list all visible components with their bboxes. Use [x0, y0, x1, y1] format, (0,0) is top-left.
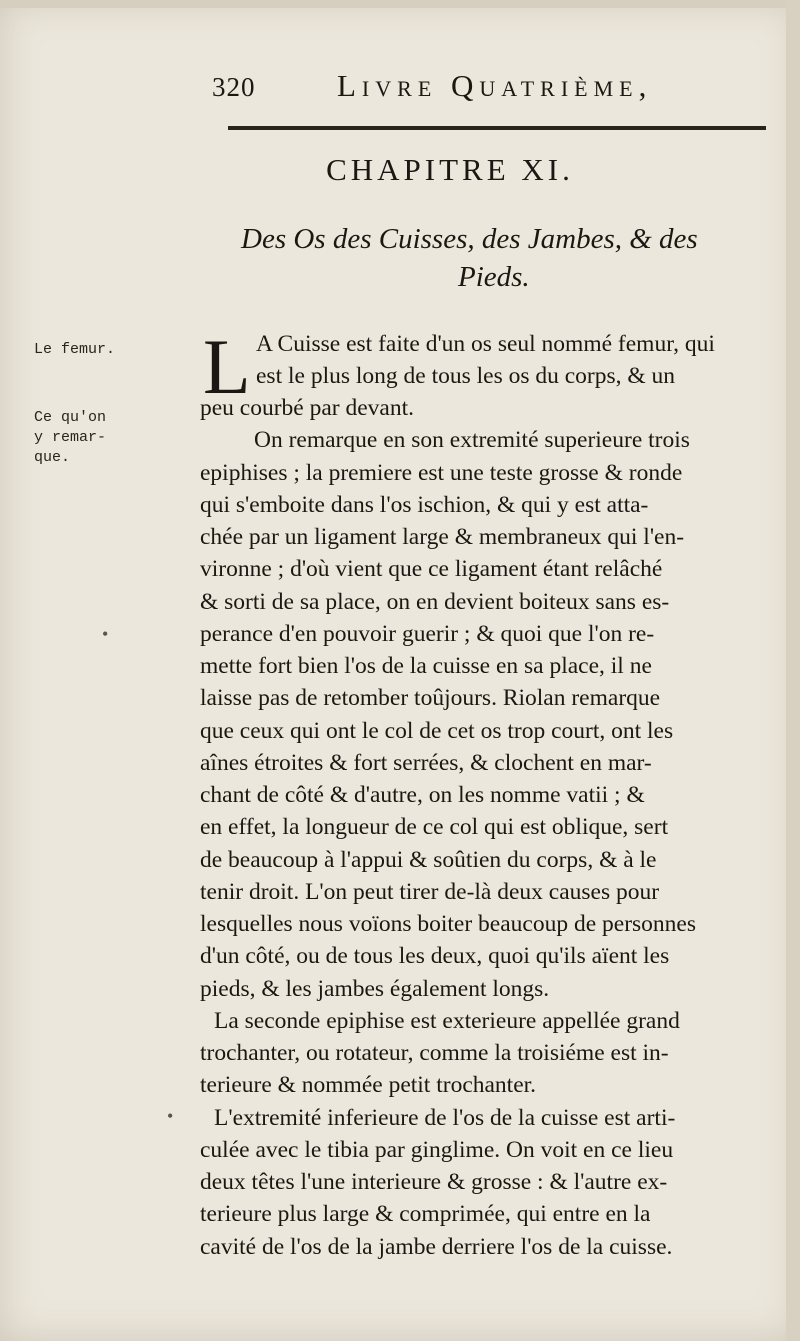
text-line: vironne ; d'où vient que ce ligament étant relâché — [200, 556, 663, 582]
margin-note-femur: Le femur. — [34, 341, 116, 358]
text-line: chant de côté & d'autre, on les nomme vatii ; & — [200, 782, 645, 808]
text-line: que ceux qui ont le col de cet os trop court, ont les — [200, 718, 674, 744]
chapter-heading: CHAPITRE XI. — [326, 152, 574, 187]
text-line: epiphises ; la premiere est une teste grosse & ronde — [200, 460, 683, 486]
text-line: lesquelles nous voïons boiter beaucoup de personnes — [200, 911, 697, 937]
text-line: A Cuisse est faite d'un os seul nommé femur, qui — [256, 331, 715, 357]
header-rule — [228, 126, 766, 130]
text-line: peu courbé par devant. — [200, 395, 415, 421]
text-line: pieds, & les jambes également longs. — [200, 976, 550, 1002]
text-line: & sorti de sa place, on en devient boiteux sans es- — [200, 589, 670, 615]
page-top-edge — [0, 0, 800, 8]
margin-note-remark-2: y remar- — [34, 429, 107, 446]
margin-note-remark-1: Ce qu'on — [34, 409, 107, 426]
text-line: de beaucoup à l'appui & soûtien du corps, & à le — [200, 847, 657, 873]
text-line: terieure & nommée petit trochanter. — [200, 1072, 537, 1098]
text-line: trochanter, ou rotateur, comme la troisiéme est in- — [200, 1040, 669, 1066]
text-line: d'un côté, ou de tous les deux, quoi qu'ils aïent les — [200, 943, 670, 969]
text-line: aînes étroites & fort serrées, & clochent en mar- — [200, 750, 652, 776]
margin-dot: • — [102, 624, 109, 644]
text-line: laisse pas de retomber toûjours. Riolan remarque — [200, 685, 661, 711]
text-line: tenir droit. L'on peut tirer de-là deux causes pour — [200, 879, 660, 905]
chapter-title — [196, 220, 800, 296]
text-line: terieure plus large & comprimée, qui entre en la — [200, 1201, 651, 1227]
text-line: La seconde epiphise est exterieure appellée grand — [214, 1008, 680, 1034]
page-right-edge — [786, 0, 800, 1341]
text-line: cavité de l'os de la jambe derriere l'os de la cuisse. — [200, 1234, 673, 1260]
text-line: perance d'en pouvoir guerir ; & quoi que l'on re- — [200, 621, 655, 647]
running-title: Livre Quatrième, — [337, 68, 653, 103]
chapter-title-line-2: Pieds. — [458, 261, 530, 293]
text-line: On remarque en son extremité superieure trois — [254, 427, 690, 453]
text-line: chée par un ligament large & membraneux qui l'en- — [200, 524, 685, 550]
chapter-title-line-1: Des Os des Cuisses, des Jambes, & des — [241, 223, 698, 255]
drop-cap: L — [203, 323, 251, 410]
text-line: mette fort bien l'os de la cuisse en sa place, il ne — [200, 653, 652, 679]
text-line: deux têtes l'une interieure & grosse : & l'autre ex- — [200, 1169, 668, 1195]
text-line: L'extremité inferieure de l'os de la cuisse est arti- — [214, 1105, 676, 1131]
margin-note-remark-3: que. — [34, 449, 71, 466]
text-line: culée avec le tibia par ginglime. On voit en ce lieu — [200, 1137, 674, 1163]
running-head — [212, 60, 732, 110]
text-line: qui s'emboite dans l'os ischion, & qui y est atta- — [200, 492, 649, 518]
text-line: est le plus long de tous les os du corps, & un — [256, 363, 676, 389]
page-number: 320 — [212, 72, 256, 102]
margin-dot: • — [167, 1106, 174, 1126]
text-line: en effet, la longueur de ce col qui est oblique, sert — [200, 814, 669, 840]
